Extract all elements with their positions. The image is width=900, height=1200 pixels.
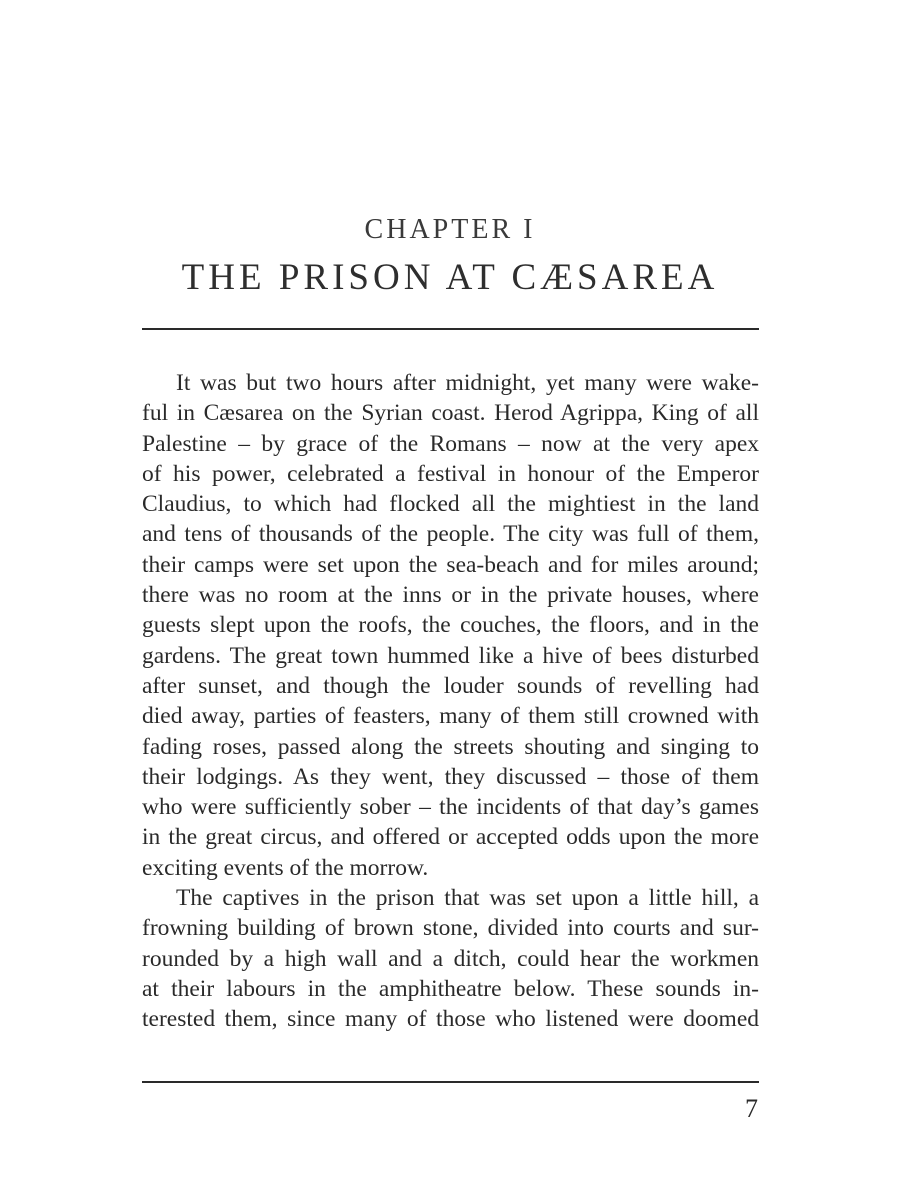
bottom-rule <box>142 1081 759 1083</box>
page-number: 7 <box>745 1094 758 1123</box>
paragraph-line: rounded by a high wall and a ditch, could hear the workmen <box>142 945 759 972</box>
paragraph-line: The captives in the prison that was set upon a little hill, a <box>176 885 759 912</box>
paragraph-line: gardens. The great town hummed like a hive of bees disturbed <box>142 642 759 669</box>
paragraph-line: It was but two hours after midnight, yet many were wake- <box>176 370 759 396</box>
body-text <box>142 368 759 1035</box>
paragraph-line: guests slept upon the roofs, the couches, the floors, and in the <box>142 612 759 639</box>
paragraph-line: and tens of thousands of the people. The city was full of them, <box>142 521 759 548</box>
paragraph-line: at their labours in the amphitheatre below. These sounds in- <box>142 975 759 1002</box>
top-rule <box>142 328 759 330</box>
paragraph-line: terested them, since many of those who listened were doomed <box>142 1006 759 1033</box>
paragraph-line: Claudius, to which had flocked all the mightiest in the land <box>142 491 759 518</box>
chapter-title: THE PRISON AT CÆSAREA <box>181 257 719 298</box>
paragraph-line: there was no room at the inns or in the private houses, where <box>142 582 759 609</box>
paragraph-line: after sunset, and though the louder sounds of revelling had <box>142 672 759 699</box>
paragraph-line: of his power, celebrated a festival in honour of the Emperor <box>142 460 759 487</box>
paragraph-line: frowning building of brown stone, divided into courts and sur- <box>142 915 759 942</box>
paragraph-line: their camps were set upon the sea-beach and for miles around; <box>142 551 759 578</box>
paragraph-line: who were sufficiently sober – the incidents of that day’s games <box>142 794 759 821</box>
paragraph-line: ful in Cæsarea on the Syrian coast. Herod Agrippa, King of all <box>142 400 759 427</box>
paragraph-line: their lodgings. As they went, they discussed – those of them <box>142 763 759 790</box>
chapter-label: CHAPTER I <box>364 214 536 245</box>
paragraph-line: exciting events of the morrow. <box>142 854 429 881</box>
paragraph-line: fading roses, passed along the streets shouting and singing to <box>142 733 759 760</box>
paragraph-line: died away, parties of feasters, many of them still crowned with <box>142 703 759 730</box>
paragraph-line: Palestine – by grace of the Romans – now at the very apex <box>142 430 759 457</box>
paragraph-line: in the great circus, and offered or accepted odds upon the more <box>142 824 759 851</box>
